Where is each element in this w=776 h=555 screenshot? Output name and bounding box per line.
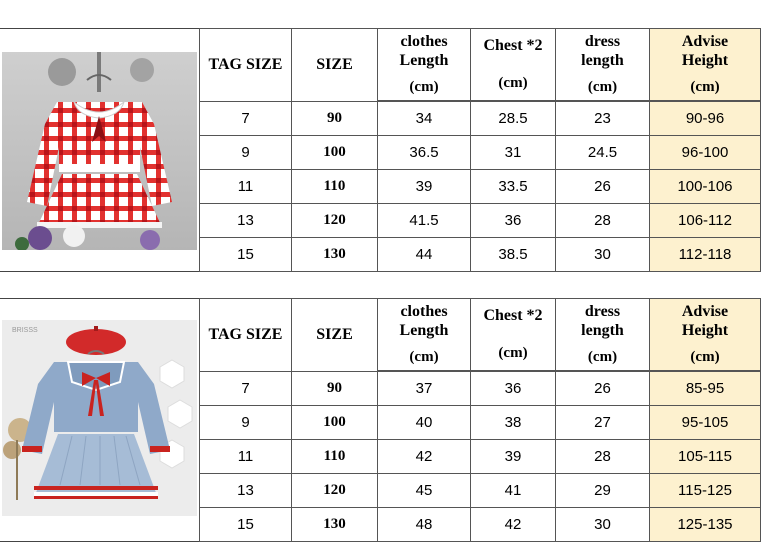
header-tag-size: TAG SIZE xyxy=(200,29,292,102)
header-dress-line1: dress xyxy=(584,303,621,320)
header-clothes-length xyxy=(378,299,471,371)
header-chest-label: Chest *2 xyxy=(483,37,543,54)
tag-cell: 15 xyxy=(200,238,292,272)
table-row xyxy=(200,474,761,508)
header-clothes-length xyxy=(378,29,471,101)
header-advise-line1: Advise xyxy=(681,303,729,320)
chest-cell: 41 xyxy=(471,474,556,508)
header-chest xyxy=(471,29,556,101)
clothes-length-cell: 37 xyxy=(378,372,471,406)
table-row xyxy=(200,508,761,542)
table-row xyxy=(200,170,761,204)
clothes-length-cell: 41.5 xyxy=(378,204,471,238)
product-photo-blue-knit-set xyxy=(2,320,197,516)
table-row xyxy=(200,102,761,136)
header-dress-line2: length xyxy=(581,322,624,339)
clothes-length-cell: 44 xyxy=(378,238,471,272)
dress-length-cell: 28 xyxy=(556,204,650,238)
chest-cell: 42 xyxy=(471,508,556,542)
size-cell: 90 xyxy=(292,372,378,406)
red-checked-outfit-image xyxy=(2,52,197,250)
header-advise-line2: Height xyxy=(681,52,729,69)
header-dress-line1: dress xyxy=(584,33,621,50)
dress-length-cell: 30 xyxy=(556,508,650,542)
chest-cell: 38.5 xyxy=(471,238,556,272)
chest-cell: 38 xyxy=(471,406,556,440)
size-cell: 110 xyxy=(292,170,378,204)
clothes-length-cell: 42 xyxy=(378,440,471,474)
tag-cell: 9 xyxy=(200,136,292,170)
dress-length-cell: 26 xyxy=(556,372,650,406)
header-clothes-line2: Length xyxy=(399,322,449,339)
chest-cell: 36 xyxy=(471,204,556,238)
tag-cell: 11 xyxy=(200,170,292,204)
divider xyxy=(0,541,200,542)
advise-height-cell: 85-95 xyxy=(650,372,761,406)
tag-cell: 13 xyxy=(200,204,292,238)
tag-cell: 7 xyxy=(200,372,292,406)
divider xyxy=(0,28,200,29)
clothes-length-cell: 48 xyxy=(378,508,471,542)
advise-height-cell: 95-105 xyxy=(650,406,761,440)
table-row xyxy=(200,136,761,170)
header-size: SIZE xyxy=(292,299,378,372)
product-photo-red-checked-set xyxy=(2,52,197,250)
header-unit: (cm) xyxy=(498,75,528,91)
advise-height-cell: 100-106 xyxy=(650,170,761,204)
size-cell: 100 xyxy=(292,406,378,440)
table-row xyxy=(200,406,761,440)
chest-cell: 36 xyxy=(471,372,556,406)
header-chest xyxy=(471,299,556,371)
dress-length-cell: 23 xyxy=(556,102,650,136)
tag-cell: 15 xyxy=(200,508,292,542)
dress-length-cell: 28 xyxy=(556,440,650,474)
size-chart-2 xyxy=(0,298,776,542)
header-advise-height xyxy=(650,299,761,371)
dress-length-cell: 24.5 xyxy=(556,136,650,170)
header-unit: (cm) xyxy=(587,349,618,365)
size-table-2 xyxy=(199,298,761,542)
size-cell: 90 xyxy=(292,102,378,136)
advise-height-cell: 115-125 xyxy=(650,474,761,508)
header-clothes-line2: Length xyxy=(399,52,449,69)
size-chart-1 xyxy=(0,28,776,272)
header-unit: (cm) xyxy=(587,79,618,95)
header-unit: (cm) xyxy=(690,349,720,365)
header-unit: (cm) xyxy=(409,349,439,365)
chest-cell: 31 xyxy=(471,136,556,170)
chest-cell: 28.5 xyxy=(471,102,556,136)
header-dress-line2: length xyxy=(581,52,624,69)
clothes-length-cell: 36.5 xyxy=(378,136,471,170)
header-clothes-line1: clothes xyxy=(400,33,448,50)
header-chest-label: Chest *2 xyxy=(483,307,543,324)
tag-cell: 13 xyxy=(200,474,292,508)
dress-length-cell: 27 xyxy=(556,406,650,440)
tag-cell: 7 xyxy=(200,102,292,136)
advise-height-cell: 112-118 xyxy=(650,238,761,272)
size-table-1 xyxy=(199,28,761,272)
header-advise-line1: Advise xyxy=(681,33,729,50)
header-clothes-line1: clothes xyxy=(400,303,448,320)
advise-height-cell: 90-96 xyxy=(650,102,761,136)
table-row xyxy=(200,440,761,474)
table-row xyxy=(200,204,761,238)
dress-length-cell: 26 xyxy=(556,170,650,204)
size-cell: 100 xyxy=(292,136,378,170)
clothes-length-cell: 39 xyxy=(378,170,471,204)
header-dress-length xyxy=(556,299,650,371)
advise-height-cell: 106-112 xyxy=(650,204,761,238)
header-unit: (cm) xyxy=(690,79,720,95)
advise-height-cell: 125-135 xyxy=(650,508,761,542)
dress-length-cell: 29 xyxy=(556,474,650,508)
clothes-length-cell: 45 xyxy=(378,474,471,508)
size-cell: 130 xyxy=(292,508,378,542)
header-unit: (cm) xyxy=(409,79,439,95)
header-size: SIZE xyxy=(292,29,378,102)
advise-height-cell: 96-100 xyxy=(650,136,761,170)
size-cell: 110 xyxy=(292,440,378,474)
table-row xyxy=(200,238,761,272)
advise-height-cell: 105-115 xyxy=(650,440,761,474)
tag-cell: 9 xyxy=(200,406,292,440)
header-unit: (cm) xyxy=(498,345,528,361)
clothes-length-cell: 40 xyxy=(378,406,471,440)
header-tag-size: TAG SIZE xyxy=(200,299,292,372)
blue-knit-outfit-image xyxy=(2,320,197,516)
table-row xyxy=(200,372,761,406)
header-dress-length xyxy=(556,29,650,101)
header-advise-line2: Height xyxy=(681,322,729,339)
size-cell: 120 xyxy=(292,204,378,238)
tag-cell: 11 xyxy=(200,440,292,474)
header-advise-height xyxy=(650,29,761,101)
divider xyxy=(0,271,200,272)
dress-length-cell: 30 xyxy=(556,238,650,272)
chest-cell: 39 xyxy=(471,440,556,474)
divider xyxy=(0,298,200,299)
size-cell: 130 xyxy=(292,238,378,272)
clothes-length-cell: 34 xyxy=(378,102,471,136)
chest-cell: 33.5 xyxy=(471,170,556,204)
size-cell: 120 xyxy=(292,474,378,508)
svg-text:BRISSS: BRISSS xyxy=(12,327,38,334)
